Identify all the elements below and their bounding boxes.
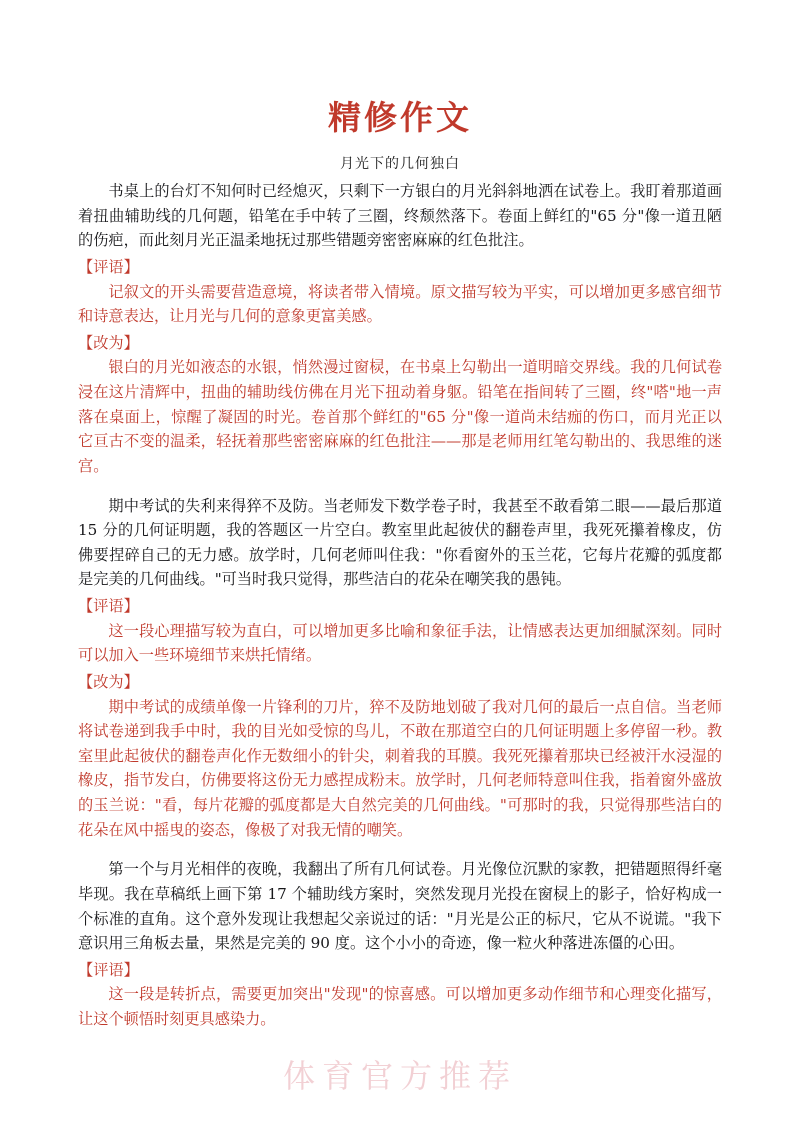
paragraph-spacer — [78, 481, 722, 494]
annotation-label: 【评语】 — [78, 257, 139, 276]
original-paragraph: 书桌上的台灯不知何时已经熄灭，只剩下一方银白的月光斜斜地洒在试卷上。我盯着那道画着扭曲辅助线的几何题，铅笔在手中转了三圈，终颓然落下。卷面上鲜红的"65 分"像一道丑陋的伤疤，而此刻月光正温柔地抚过那些错题旁密密麻麻的红色批注。 — [78, 182, 722, 250]
annotation-label: 【改为】 — [78, 333, 139, 352]
document-body — [78, 179, 722, 1032]
page-subtitle: 月光下的几何独白 — [340, 156, 460, 172]
original-paragraph: 期中考试的失利来得猝不及防。当老师发下数学卷子时，我甚至不敢看第二眼——最后那道 15 分的几何证明题，我的答题区一片空白。教室里此起彼伏的翻卷声里，我死死攥着橡皮，仿佛要捏碎自己的无力感。放学时，几何老师叫住我："你看窗外的玉兰花，它每片花瓣的弧度都是完美的几何曲线。"可当时我只觉得，那些洁白的花朵在嘲笑我的愚钝。 — [78, 496, 722, 589]
annotation-label: 【评语】 — [78, 597, 139, 615]
revision-paragraph: 记叙文的开头需要营造意境，将读者带入情境。原文描写较为平实，可以增加更多感官细节和诗意表达，让月光与几何的意象更富美感。 — [78, 282, 722, 326]
original-paragraph: 第一个与月光相伴的夜晚，我翻出了所有几何试卷。月光像位沉默的家教，把错题照得纤毫毕现。我在草稿纸上画下第 17 个辅助线方案时，突然发现月光投在窗棂上的影子，恰好构成一个标准的直角。这个意外发现让我想起父亲说过的话："月光是公正的标尺，它从不说谎。"我下意识用三角板去量，果然是完美的 90 度。这个小小的奇迹，像一粒火种落进冻僵的心田。 — [78, 860, 722, 953]
paragraph-spacer — [78, 844, 722, 857]
revision-paragraph: 期中考试的成绩单像一片锋利的刀片，猝不及防地划破了我对几何的最后一点自信。当老师将试卷递到我手中时，我的目光如受惊的鸟儿，不敢在那道空白的几何证明题上多停留一秒。教室里此起彼伏的翻卷声化作无数细小的针尖，刺着我的耳膜。我死死攥着那块已经被汗水浸湿的橡皮，指节发白，仿佛要将这份无力感捏成粉末。放学时，几何老师特意叫住我，指着窗外盛放的玉兰说："看，每片花瓣的弧度都是大自然完美的几何曲线。"可那时的我，只觉得那些洁白的花朵在风中摇曳的姿态，像极了对我无情的嘲笑。 — [78, 697, 722, 839]
page-title: 精修作文 — [328, 98, 472, 137]
watermark: 体育官方推荐 — [282, 1057, 517, 1095]
revision-paragraph: 这一段心理描写较为直白，可以增加更多比喻和象征手法，让情感表达更加细腻深刻。同时可以加入一些环境细节来烘托情绪。 — [78, 621, 722, 665]
annotation-label: 【改为】 — [78, 672, 139, 691]
annotation-label: 【评语】 — [78, 960, 139, 979]
revision-paragraph: 银白的月光如液态的水银，悄然漫过窗棂，在书桌上勾勒出一道明暗交界线。我的几何试卷浸在这片清辉中，扭曲的辅助线仿佛在月光下扭动着身躯。铅笔在指间转了三圈，终"嗒"地一声落在桌面上，惊醒了凝固的时光。卷首那个鲜红的"65 分"像一道尚未结痂的伤口，而月光正以它亘古不变的温柔，轻抚着那些密密麻麻的红色批注——那是老师用红笔勾勒出的、我思维的迷宫。 — [78, 358, 722, 475]
revision-paragraph: 这一段是转折点，需要更加突出"发现"的惊喜感。可以增加更多动作细节和心理变化描写，让这个顿悟时刻更具感染力。 — [78, 985, 722, 1028]
